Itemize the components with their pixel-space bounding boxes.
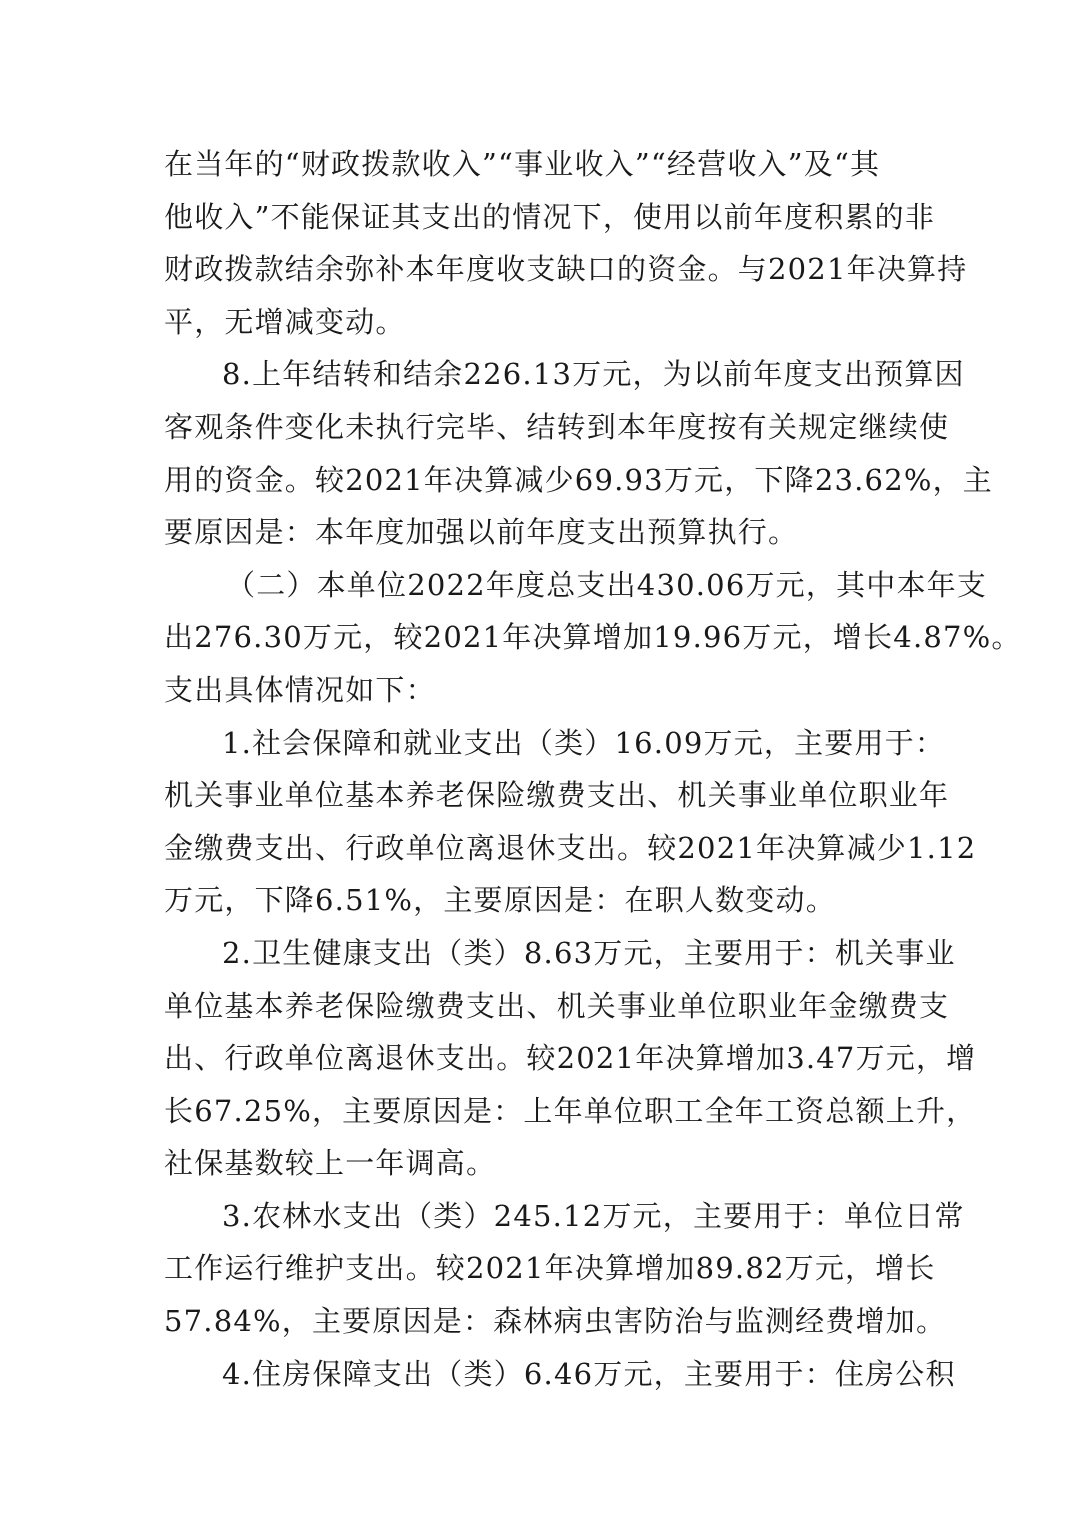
text-line: 支出具体情况如下： <box>164 672 436 707</box>
text-line: 客观条件变化未执行完毕、结转到本年度按有关规定继续使 <box>164 409 950 444</box>
document-body <box>164 138 1022 1400</box>
paragraph-start-line: 8.上年结转和结余226.13万元，为以前年度支出预算因 <box>222 357 965 392</box>
text-line: 万元，下降6.51%，主要原因是：在职人数变动。 <box>164 883 836 918</box>
text-line: 用的资金。较2021年决算减少69.93万元，下降23.62%，主 <box>164 462 994 497</box>
text-line: 平，无增减变动。 <box>164 304 406 339</box>
text-line: 出276.30万元，较2021年决算增加19.96万元，增长4.87%。 <box>164 620 1022 655</box>
text-line: 机关事业单位基本养老保险缴费支出、机关事业单位职业年 <box>164 778 950 813</box>
text-line: 工作运行维护支出。较2021年决算增加89.82万元，增长 <box>164 1251 936 1286</box>
text-line: 财政拨款结余弥补本年度收支缺口的资金。与2021年决算持 <box>164 252 968 287</box>
paragraph-start-line: 2.卫生健康支出（类）8.63万元，主要用于：机关事业 <box>222 935 956 970</box>
text-line: 在当年的“财政拨款收入”“事业收入”“经营收入”及“其 <box>164 147 881 181</box>
text-line: 社保基数较上一年调高。 <box>164 1146 497 1181</box>
paragraph-start-line: 1.社会保障和就业支出（类）16.09万元，主要用于： <box>222 725 946 760</box>
text-line: 长67.25%，主要原因是：上年单位职工全年工资总额上升， <box>164 1093 977 1128</box>
text-line: 57.84%，主要原因是：森林病虫害防治与监测经费增加。 <box>164 1304 947 1339</box>
text-line: 出、行政单位离退休支出。较2021年决算增加3.47万元，增 <box>164 1041 977 1076</box>
paragraph-start-line: 3.农林水支出（类）245.12万元，主要用于：单位日常 <box>222 1198 965 1233</box>
paragraph-start-line: 4.住房保障支出（类）6.46万元，主要用于：住房公积 <box>222 1356 956 1391</box>
text-line: 单位基本养老保险缴费支出、机关事业单位职业年金缴费支 <box>164 988 950 1023</box>
text-line: 金缴费支出、行政单位离退休支出。较2021年决算减少1.12 <box>164 830 977 865</box>
text-line: 要原因是：本年度加强以前年度支出预算执行。 <box>164 515 799 550</box>
section-heading-line: （二）本单位2022年度总支出430.06万元，其中本年支 <box>226 567 988 602</box>
text-line: 他收入”不能保证其支出的情况下，使用以前年度积累的非 <box>164 199 936 234</box>
